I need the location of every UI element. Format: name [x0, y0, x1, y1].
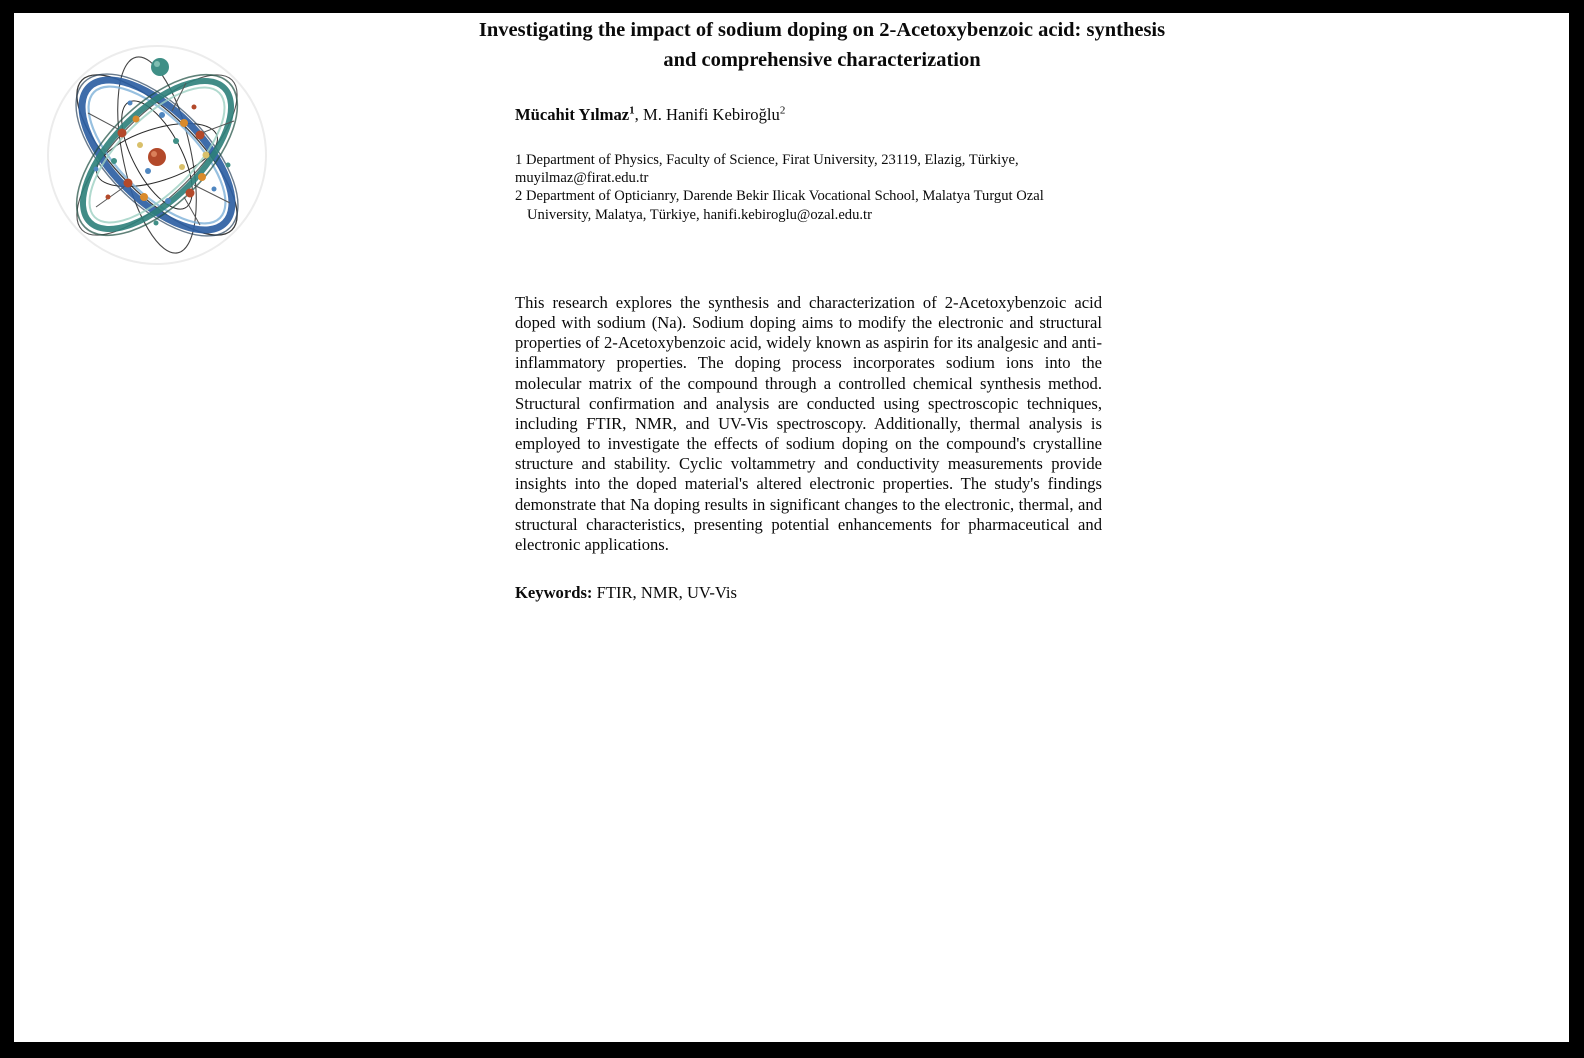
- affiliation-1-email: muyilmaz@firat.edu.tr: [515, 170, 649, 187]
- author-2-name: M. Hanifi Kebiroğlu: [642, 105, 780, 124]
- author-line: [515, 105, 785, 125]
- affiliations-block: [515, 151, 1080, 224]
- author-separator: ,: [634, 105, 643, 124]
- author-1-name: Mücahit Yılmaz$^1$: [515, 104, 635, 124]
- keywords-line: [515, 583, 737, 603]
- paper-title-line1: Investigating the impact of sodium doping on 2-Acetoxybenzoic acid: synthesis: [478, 19, 1166, 41]
- keywords-label: Keywords:: [515, 583, 593, 602]
- paper-title: [304, 15, 1340, 75]
- affiliation-2-line1: 2 Department of Opticianry, Darende Bekir Ilicak Vocational School, Malatya Turgut Ozal: [515, 188, 1044, 205]
- paper-title-line2: and comprehensive characterization: [663, 49, 981, 71]
- atom-logo: [44, 37, 270, 269]
- abstract-paragraph: This research explores the synthesis and characterization of 2-Acetoxybenzoic acid doped with sodium (Na). Sodium doping aims to modify the electronic and structural properties of 2-Acetoxybenzoic acid, widely known as aspirin for its analgesic and anti-inflammatory properties. The doping process incorporates sodium ions into the molecular matrix of the compound through a controlled chemical synthesis method. Structural confirmation and analysis are conducted using spectroscopic techniques, including FTIR, NMR, and UV-Vis spectroscopy. Additionally, thermal analysis is employed to investigate the effects of sodium doping on the compound's crystalline structure and stability. Cyclic voltammetry and conductivity measurements provide insights into the doped material's altered electronic properties. The study's findings demonstrate that Na doping results in significant changes to the electronic, thermal, and structural characteristics, presenting potential enhancements for pharmaceutical and electronic applications.: [515, 293, 1102, 554]
- affiliation-1-line1: 1 Department of Physics, Faculty of Science, Firat University, 23119, Elazig, Türkiye,: [515, 152, 1019, 168]
- affiliation-2-line2: University, Malatya, Türkiye, hanifi.kebiroglu@ozal.edu.tr: [527, 206, 872, 223]
- keywords-value: FTIR, NMR, UV-Vis: [592, 583, 737, 602]
- top-electron-sphere: [151, 58, 169, 76]
- author-1-affiliation-superscript: 1: [629, 104, 635, 117]
- nucleus-sphere: [148, 148, 166, 166]
- paper-sheet: [14, 13, 1569, 1042]
- author-2-affiliation-superscript: 2: [779, 104, 786, 117]
